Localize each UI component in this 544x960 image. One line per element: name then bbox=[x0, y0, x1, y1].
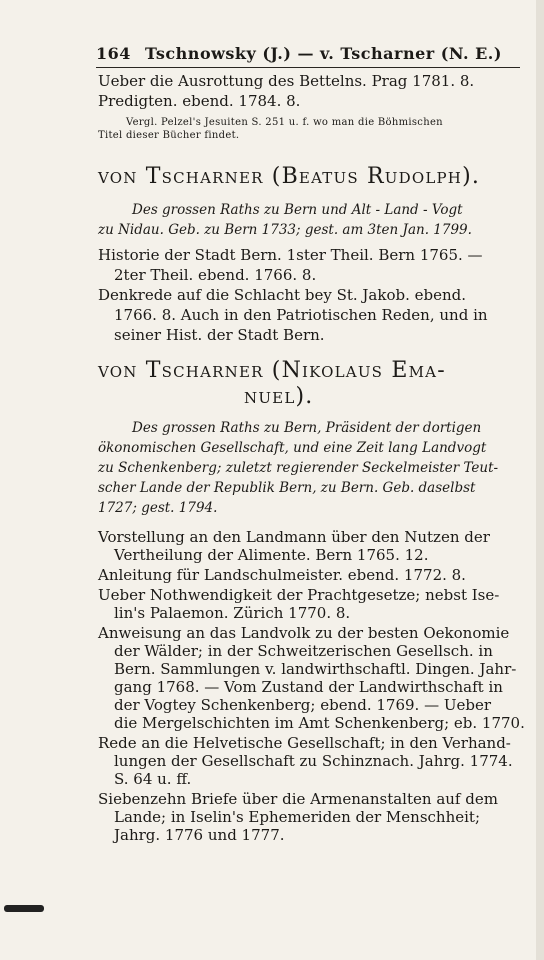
entry-heading: von Tscharner (Beatus Rudolph). bbox=[98, 164, 481, 189]
entry-bio-line: Des grossen Raths zu Bern und Alt - Land - Vogt bbox=[132, 202, 463, 218]
page-header bbox=[96, 44, 516, 63]
prev-entry-line: Predigten. ebend. 1784. 8. bbox=[98, 92, 301, 110]
work-line: Lande; in Iselin's Ephemeriden der Menschheit; bbox=[114, 808, 480, 826]
prev-entry-line: Ueber die Ausrottung des Bettelns. Prag 1781. 8. bbox=[98, 72, 475, 90]
entry-bio-line: ökonomischen Gesellschaft, und eine Zeit lang Landvogt bbox=[98, 440, 487, 456]
entry-bio-line: zu Schenkenberg; zuletzt regierender Seckelmeister Teut- bbox=[98, 460, 499, 476]
work-line: Anweisung an das Landvolk zu der besten Oekonomie bbox=[98, 624, 510, 642]
work-line: Bern. Sammlungen v. landwirthschaftl. Dingen. Jahr- bbox=[114, 660, 517, 678]
scan-smudge bbox=[4, 905, 44, 912]
work-line: Anleitung für Landschulmeister. ebend. 1772. 8. bbox=[98, 566, 466, 584]
entry-heading: von Tscharner (Nikolaus Ema- bbox=[98, 358, 446, 383]
work-line: 2ter Theil. ebend. 1766. 8. bbox=[114, 266, 317, 284]
work-line: der Vogtey Schenkenberg; ebend. 1769. — Ueber bbox=[114, 696, 492, 714]
prev-entry-note: Vergl. Pelzel's Jesuiten S. 251 u. f. wo man die Böhmischen bbox=[126, 117, 443, 128]
scan-edge bbox=[536, 0, 544, 960]
work-line: Rede an die Helvetische Gesellschaft; in den Verhand- bbox=[98, 734, 511, 752]
entry-bio-line: 1727; gest. 1794. bbox=[98, 500, 218, 516]
work-line: Denkrede auf die Schlacht bey St. Jakob. ebend. bbox=[98, 286, 467, 304]
entry-bio-line: zu Nidau. Geb. zu Bern 1733; gest. am 3ten Jan. 1799. bbox=[98, 222, 472, 238]
work-line: der Wälder; in der Schweitzerischen Gesellsch. in bbox=[114, 642, 493, 660]
work-line: Siebenzehn Briefe über die Armenanstalten auf dem bbox=[98, 790, 498, 808]
work-line: Ueber Nothwendigkeit der Prachtgesetze; nebst Ise- bbox=[98, 586, 500, 604]
prev-entry-note: Titel dieser Bücher findet. bbox=[98, 130, 240, 141]
work-line: Vertheilung der Alimente. Bern 1765. 12. bbox=[114, 546, 429, 564]
entry-bio-line: scher Lande der Republik Bern, zu Bern. Geb. daselbst bbox=[98, 480, 476, 496]
work-line: Vorstellung an den Landmann über den Nutzen der bbox=[98, 528, 490, 546]
work-line: gang 1768. — Vom Zustand der Landwirthschaft in bbox=[114, 678, 503, 696]
work-line: lin's Palaemon. Zürich 1770. 8. bbox=[114, 604, 351, 622]
work-line: Jahrg. 1776 und 1777. bbox=[114, 826, 285, 844]
running-title: Tschnowsky (J.) — v. Tscharner (N. E.) bbox=[144, 44, 502, 63]
work-line: S. 64 u. ff. bbox=[114, 770, 192, 788]
work-line: Historie der Stadt Bern. 1ster Theil. Bern 1765. — bbox=[98, 246, 483, 264]
entry-heading-continued: nuel). bbox=[244, 384, 314, 409]
work-line: die Mergelschichten im Amt Schenkenberg; eb. 1770. bbox=[114, 714, 525, 732]
work-line: lungen der Gesellschaft zu Schinznach. Jahrg. 1774. bbox=[114, 752, 513, 770]
page-number: 164 bbox=[96, 44, 131, 63]
header-rule bbox=[96, 67, 520, 68]
entry-bio-line: Des grossen Raths zu Bern, Präsident der dortigen bbox=[132, 420, 482, 436]
work-line: seiner Hist. der Stadt Bern. bbox=[114, 326, 325, 344]
work-line: 1766. 8. Auch in den Patriotischen Reden, und in bbox=[114, 306, 488, 324]
